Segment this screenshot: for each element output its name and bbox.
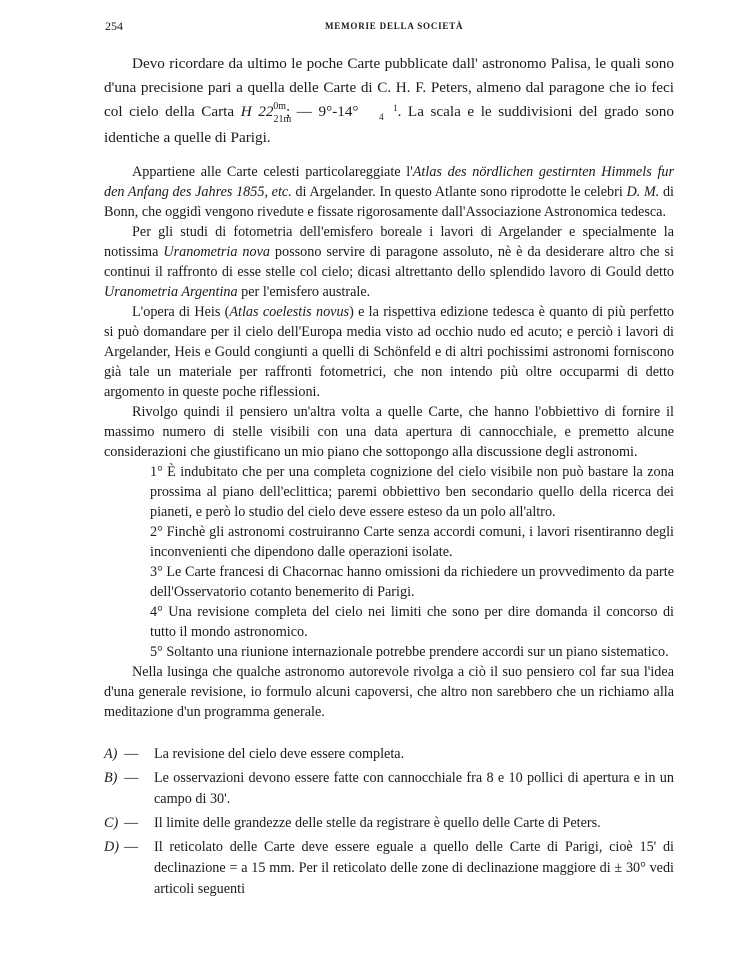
paragraph-fotometria: [104, 222, 674, 302]
item-dash: —: [124, 815, 139, 831]
item-label: B): [104, 770, 118, 786]
list-item: [104, 837, 674, 900]
paragraph-heis: [104, 302, 674, 402]
subscript: 21m: [273, 114, 292, 125]
item-text: Le osservazioni devono essere fatte con cannocchiale fra 8 e 10 pollici di apertura e in un campo di 30'.: [154, 770, 674, 807]
item-label: D): [104, 839, 119, 855]
dm-abbrev: D. M.: [626, 184, 660, 200]
item-text: La revisione del cielo deve essere completa.: [154, 746, 405, 762]
list-item: [104, 813, 674, 834]
item-text: Il limite delle grandezze delle stelle da registrare è quello delle Carte di Peters.: [154, 815, 601, 831]
uranometria-nova: Uranometria nova: [163, 244, 270, 260]
fraction: [365, 104, 398, 122]
numbered-point-5: 5° Soltanto una riunione internazionale potrebbe prendere accordi sur un piano sistematico.: [150, 644, 669, 660]
superscript: 0m: [273, 101, 286, 112]
paragraph-argelander: [104, 162, 674, 222]
item-dash: —: [124, 746, 139, 762]
text-span: di Argelander. In questo Atlante sono riprodotte le celebri: [291, 184, 627, 200]
proposal-list: [104, 744, 674, 903]
body-text: [104, 52, 674, 722]
text-span: Appartiene alle Carte celesti particolareggiate l': [132, 164, 413, 180]
text-span: L'opera di Heis (: [132, 304, 230, 320]
atlas-coelestis: Atlas coelestis novus: [229, 304, 350, 320]
text-span: per l'emisfero australe.: [237, 284, 371, 300]
item-dash: —: [124, 839, 139, 855]
fraction-numerator: 1: [393, 102, 398, 113]
item-dash: —: [124, 770, 139, 786]
item-label: C): [104, 815, 119, 831]
paragraph-lusinga: Nella lusinga che qualche astronomo autorevole rivolga a ciò il suo pensiero col far sua l'idea d'una generale revisione, io formulo alcuni capoversi, che altro non sarebbero che un richiamo alla meditazione d'un programma generale.: [104, 664, 674, 720]
text-span: . La scala e le suddivisioni del grado sono identiche a quelle di Parigi.: [104, 103, 674, 146]
text-span: Devo ricordare da ultimo le poche Carte pubblicate dall' astronomo Palisa, le quali sono d'una precisione pari a quella delle Carte di C. H. F. Peters, almeno dal paragone che io feci col cielo della Carta: [104, 55, 674, 120]
text-span: Per gli studi di fotometria dell'emisfero boreale i lavori di Argelander e specialmente la notissima: [104, 224, 674, 260]
numbered-point-4: 4° Una revisione completa del cielo nei limiti che sono per dire domanda il concorso di tutto il mondo astronomico.: [150, 604, 674, 640]
uranometria-argentina: Uranometria Argentina: [104, 284, 238, 300]
running-head: MEMORIE DELLA SOCIETÀ: [325, 21, 464, 31]
numbered-point-1: 1° È indubitato che per una completa cognizione del cielo visibile non può bastare la zona prossima al piano dell'eclittica; paremi obbiettivo ben secondario quello della ricerca dei pianeti, e però lo studio del cielo deve essere esteso da un polo all'altro.: [150, 464, 674, 520]
numbered-point-2: 2° Finchè gli astronomi costruiranno Carte senza accordi comuni, i lavori risentiranno degli inconvenienti che dipendono dalle operazioni isolate.: [150, 524, 674, 560]
declination-text: ; — 9°-14°: [286, 103, 366, 120]
paragraph-palisa: [104, 52, 674, 150]
list-item: [104, 744, 674, 765]
text-span: ) e la rispettiva edizione tedesca è quanto di più perfetto si può domandare per il cielo dell'Europa media visto ad occhio nudo ed acuto; e perciò i lavori di Argelander, Heis e Gould congiunti a quelli di Schönfeld e di altri pochissimi astronomi forniscono già tale un materiale per raffronti fotometrici, che non intendo più oltre occuparmi di detto argomento in queste poche riflessioni.: [104, 304, 675, 400]
fraction-denominator: 4: [379, 111, 384, 122]
item-label: A): [104, 746, 118, 762]
text-span: di Bonn, che oggidì vengono rivedute e fissate rigorosamente dall'Associazione Astronomica tedesca.: [104, 184, 674, 220]
numbered-point-3: 3° Le Carte francesi di Chacornac hanno omissioni da richiedere un provvedimento da parte dell'Osservatorio cotanto benemerito di Parigi.: [150, 564, 674, 600]
chart-designation: H 22: [240, 103, 274, 120]
paragraph-rivolgo: Rivolgo quindi il pensiero un'altra volta a quelle Carte, che hanno l'obbiettivo di fornire il massimo numero di stelle visibili con una data apertura di cannocchiale, e premetto alcune considerazioni che giustificano un mio piano che sottopongo alla discussione degli astronomi.: [104, 404, 674, 460]
item-text: Il reticolato delle Carte deve essere eguale a quello delle Carte di Parigi, cioè 15' di declinazione = a 15 mm. Per il reticolato delle zone di declinazione maggiore di ± 30° vedi articoli seguenti: [154, 839, 674, 897]
page-number: 254: [105, 19, 123, 33]
atlas-title: Atlas des nördlichen gestirnten Himmels fur den Anfang des Jahres 1855, etc.: [104, 164, 674, 200]
list-item: [104, 768, 674, 810]
page-header: [0, 19, 732, 35]
text-span: possono servire di paragone assoluto, nè è da desiderare altro che si continui il raffronto di esse stelle col cielo; dicasi altrettanto dello splendido lavoro di Gould detto: [104, 244, 675, 280]
